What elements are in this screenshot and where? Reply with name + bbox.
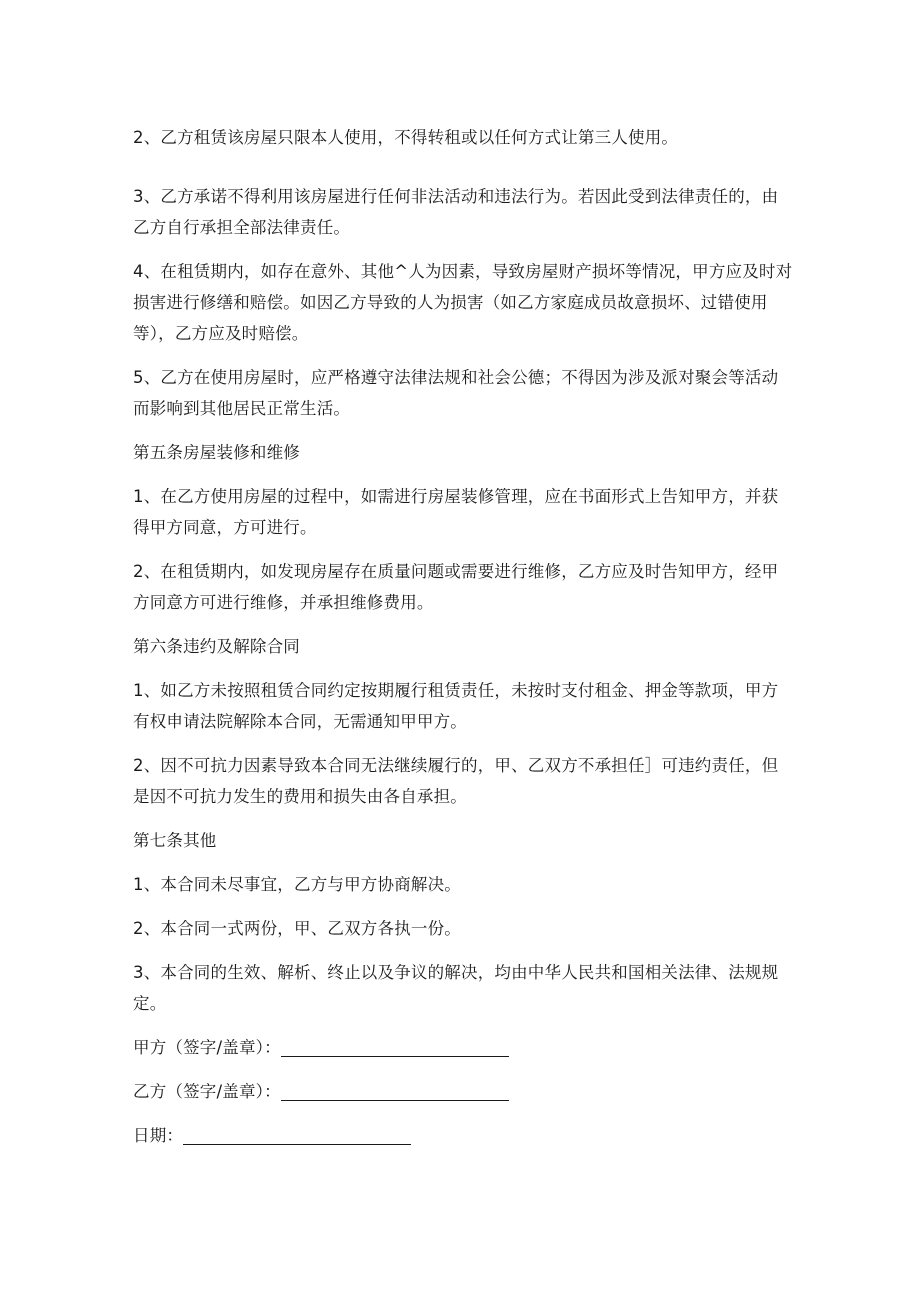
clause-6-2: 2、因不可抗力因素导致本合同无法继续履行的，甲、乙双方不承担任］可违约责任，但是因不可抗力发生的费用和损失由各自承担。: [133, 756, 779, 806]
clause-4-2: 2、乙方租赁该房屋只限本人使用，不得转租或以任何方式让第三人使用。: [133, 128, 679, 147]
clause-6-1: 1、如乙方未按照租赁合同约定按期履行租赁责任，未按时支付租金、押金等款项，甲方有权申请法院解除本合同，无需通知甲甲方。: [133, 681, 779, 731]
clause-7-3: 3、本合同的生效、解析、终止以及争议的解决，均由中华人民共和国相关法律、法规规定。: [133, 963, 779, 1013]
date-line[interactable]: [183, 1124, 411, 1145]
clause-4-5: 5、乙方在使用房屋时，应严格遵守法律法规和社会公德；不得因为涉及派对聚会等活动而影响到其他居民正常生活。: [133, 368, 779, 418]
section-heading-6: 第六条违约及解除合同: [133, 637, 300, 656]
party-a-signature: [133, 1032, 793, 1063]
date-signature: [133, 1120, 793, 1151]
clause-5-2: 2、在租赁期内，如发现房屋存在质量问题或需要进行维修，乙方应及时告知甲方，经甲方同意方可进行维修，并承担维修费用。: [133, 562, 779, 612]
clause-7-1: 1、本合同未尽事宜，乙方与甲方协商解决。: [133, 875, 461, 894]
clause-7-2: 2、本合同一式两份，甲、乙双方各执一份。: [133, 919, 461, 938]
date-label: 日期：: [133, 1126, 184, 1145]
contract-body: [133, 122, 793, 1151]
party-b-label: 乙方（签字/盖章）：: [133, 1082, 281, 1101]
party-a-label: 甲方（签字/盖章）：: [133, 1038, 281, 1057]
party-b-signature-line[interactable]: [281, 1080, 509, 1101]
section-heading-5: 第五条房屋装修和维修: [133, 443, 300, 462]
clause-5-1: 1、在乙方使用房屋的过程中，如需进行房屋装修管理，应在书面形式上告知甲方，并获得甲方同意，方可进行。: [133, 487, 779, 537]
clause-4-3: 3、乙方承诺不得利用该房屋进行任何非法活动和违法行为。若因此受到法律责任的，由乙方自行承担全部法律责任。: [133, 187, 779, 237]
party-a-signature-line[interactable]: [281, 1036, 509, 1057]
party-b-signature: [133, 1076, 793, 1107]
clause-4-4: 4、在租赁期内，如存在意外、其他^人为因素，导致房屋财产损坏等情况，甲方应及时对损害进行修缮和赔偿。如因乙方导致的人为损害（如乙方家庭成员故意损坏、过错使用等），乙方应及时赔偿。: [133, 262, 793, 343]
section-heading-7: 第七条其他: [133, 831, 217, 850]
